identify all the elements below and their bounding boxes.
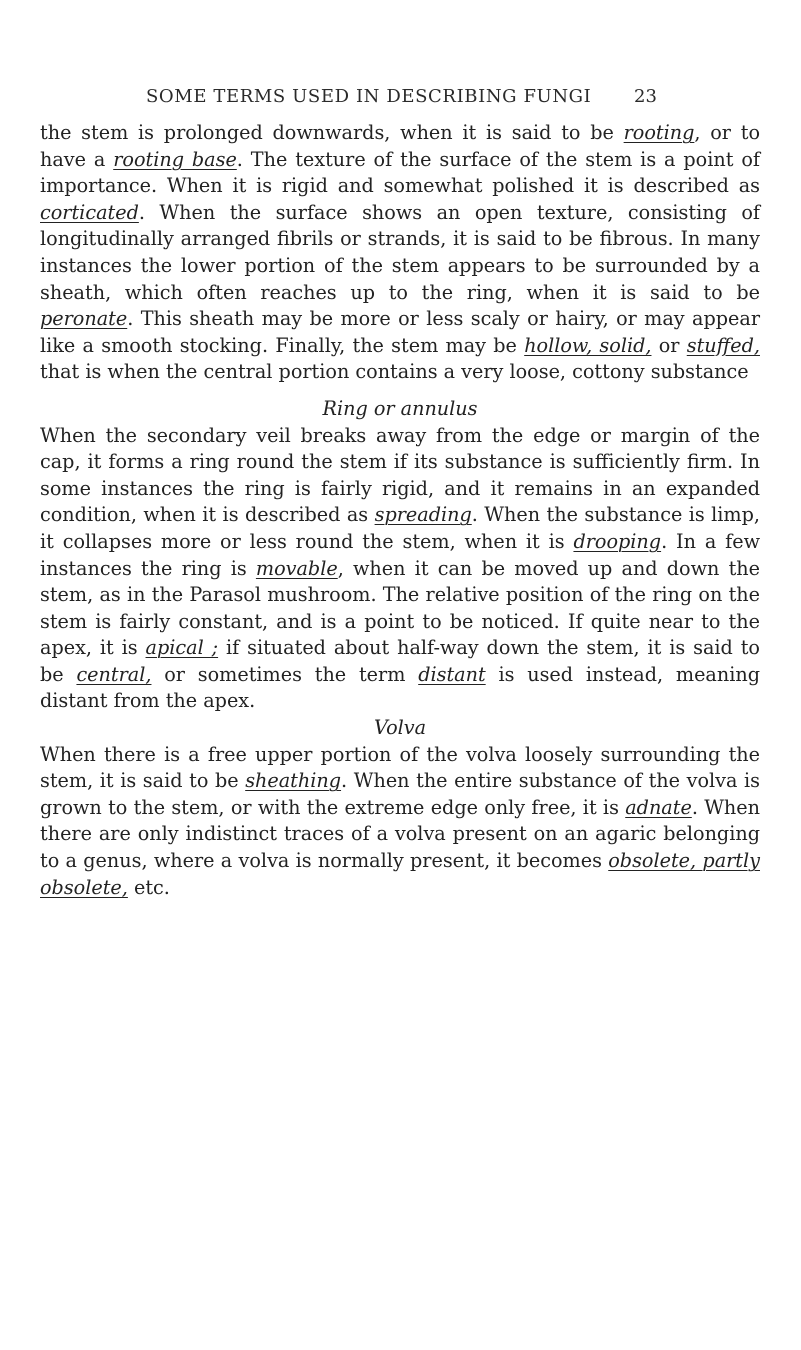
text-run: , when it can be moved up and down the stem, as in the Parasol mushroom. The relative position of the ring on the stem is fairly constant, and is a point to be noticed. If quite near to the apex, it is <box>40 556 760 660</box>
body-text <box>40 120 760 901</box>
text-run: . When the surface shows an open texture, consisting of longitudinally arranged fibrils or strands, it is said to be fibrous. In many instances the lower portion of the stem appears to be surrounded by a sheath, which often reaches up to the ring, when it is said to be <box>40 200 760 304</box>
term-rooting-base: rooting base <box>113 147 237 171</box>
heading-volva: Volva <box>373 716 427 740</box>
text-run: . In a few instances the ring is <box>40 529 760 580</box>
term-sheathing: sheathing <box>245 769 342 793</box>
text-run: that is when the central portion contains a very loose, cottony substance <box>40 360 749 384</box>
text-run: . When there are only indistinct traces of a volva present on an agaric belonging to a genus, where a volva is normally present, it becomes <box>40 795 760 873</box>
term-peronate: peronate <box>40 307 128 331</box>
term-distant: distant <box>418 662 486 686</box>
term-rooting: rooting <box>623 121 695 144</box>
term-hollow-solid: hollow, solid, <box>524 333 652 357</box>
paragraph-ring <box>40 423 760 716</box>
text-run: . The texture of the surface of the stem is a point of importance. When it is rigid and somewhat polished it is described as <box>40 147 760 198</box>
term-apical: apical ; <box>145 636 219 660</box>
text-run: the stem is prolonged downwards, when it is said to be <box>40 121 624 144</box>
text-run: . When the entire substance of the volva is grown to the stem, or with the extreme edge only free, it is <box>40 769 760 819</box>
text-run: etc. <box>127 875 170 899</box>
page-number: 23 <box>634 86 657 107</box>
text-run: or sometimes the term <box>151 662 419 686</box>
paragraph-volva <box>40 742 760 902</box>
running-head: SOME TERMS USED IN DESCRIBING FUNGI <box>146 86 592 107</box>
term-central: central, <box>76 662 152 686</box>
term-stuffed: stuffed, <box>686 333 760 357</box>
term-obsolete: obsolete, partly obsolete, <box>40 849 760 899</box>
term-adnate: adnate <box>625 795 692 819</box>
text-run: , or to have a <box>40 121 760 171</box>
text-run: When the secondary veil breaks away from the edge or margin of the cap, it forms a ring round the stem if its substance is sufficiently firm. In some instances the ring is fairly rigid, and it remains in an expanded condition, when it is described as <box>40 423 760 527</box>
text-run: . When the substance is limp, it collapses more or less round the stem, when it is <box>40 503 760 553</box>
text-run: When there is a free upper portion of the volva loosely surrounding the stem, it is said to be <box>40 742 760 793</box>
term-corticated: corticated <box>40 200 139 224</box>
text-run: is used instead, meaning distant from the apex. <box>40 662 760 713</box>
term-drooping: drooping <box>573 529 662 553</box>
term-movable: movable <box>255 556 338 580</box>
paragraph-stem <box>40 120 760 386</box>
text-run: or <box>651 333 687 357</box>
text-run: . This sheath may be more or less scaly or hairy, or may appear like a smooth stocking. Finally, the stem may be <box>40 307 760 357</box>
text-run: if situated about half-way down the stem, it is said to be <box>40 636 760 686</box>
term-spreading: spreading <box>374 503 472 527</box>
heading-ring-or-annulus: Ring or annulus <box>322 396 478 420</box>
